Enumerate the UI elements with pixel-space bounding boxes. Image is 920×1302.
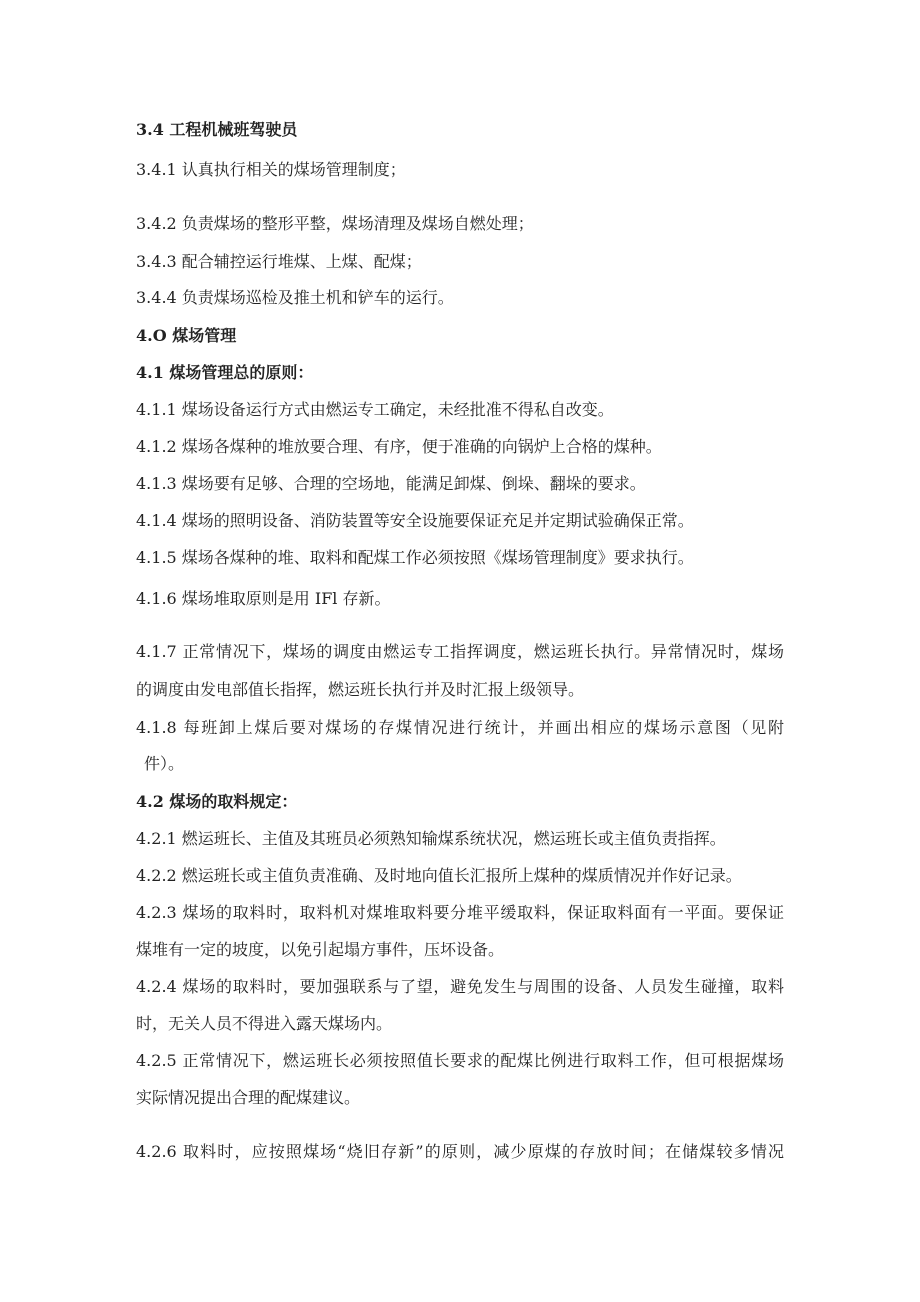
heading-4-2: 4.2 煤场的取料规定： xyxy=(136,792,298,811)
paragraph-4-2-5-line-2: 实际情况提出合理的配煤建议。 xyxy=(136,1088,361,1107)
paragraph-3-4-2: 3.4.2 负责煤场的整形平整，煤场清理及煤场自燃处理； xyxy=(136,214,534,233)
paragraph-4-1-4: 4.1.4 煤场的照明设备、消防装置等安全设施要保证充足并定期试验确保正常。 xyxy=(136,511,694,530)
paragraph-4-2-5-line-1: 4.2.5 正常情况下，燃运班长必须按照值长要求的配煤比例进行取料工作，但可根据煤场 xyxy=(136,1051,784,1070)
paragraph-4-1-3: 4.1.3 煤场要有足够、合理的空场地，能满足卸煤、倒垛、翻垛的要求。 xyxy=(136,474,646,493)
paragraph-4-2-4-line-2: 时，无关人员不得进入露天煤场内。 xyxy=(136,1014,393,1033)
heading-3-4: 3.4 工程机械班驾驶员 xyxy=(136,120,298,139)
paragraph-4-2-2: 4.2.2 燃运班长或主值负责准确、及时地向值长汇报所上煤种的煤质情况并作好记录。 xyxy=(136,866,742,885)
paragraph-4-1-7-line-2: 的调度由发电部值长指挥，燃运班长执行并及时汇报上级领导。 xyxy=(136,680,585,699)
paragraph-4-1-8-line-1: 4.1.8 每班卸上煤后要对煤场的存煤情况进行统计，并画出相应的煤场示意图（见附 xyxy=(136,718,784,737)
heading-4-1: 4.1 煤场管理总的原则： xyxy=(136,363,314,382)
paragraph-4-2-4-line-1: 4.2.4 煤场的取料时，要加强联系与了望，避免发生与周围的设备、人员发生碰撞，取料 xyxy=(136,977,784,996)
paragraph-4-1-6: 4.1.6 煤场堆取原则是用 IFl 存新。 xyxy=(136,589,391,608)
paragraph-3-4-4: 3.4.4 负责煤场巡检及推土机和铲车的运行。 xyxy=(136,288,454,307)
paragraph-4-1-1: 4.1.1 煤场设备运行方式由燃运专工确定，未经批准不得私自改变。 xyxy=(136,400,614,419)
paragraph-3-4-1: 3.4.1 认真执行相关的煤场管理制度； xyxy=(136,160,406,179)
paragraph-4-1-5: 4.1.5 煤场各煤种的堆、取料和配煤工作必须按照《煤场管理制度》要求执行。 xyxy=(136,548,694,567)
paragraph-4-2-3-line-1: 4.2.3 煤场的取料时，取料机对煤堆取料要分堆平缓取料，保证取料面有一平面。要保证 xyxy=(136,903,784,922)
paragraph-3-4-3: 3.4.3 配合辅控运行堆煤、上煤、配煤； xyxy=(136,252,422,271)
paragraph-4-1-8-line-2: 件）。 xyxy=(144,754,185,773)
paragraph-4-2-3-line-2: 煤堆有一定的坡度，以免引起塌方事件，压坏设备。 xyxy=(136,940,505,959)
heading-4-0: 4.O 煤场管理 xyxy=(136,326,237,345)
paragraph-4-2-1: 4.2.1 燃运班长、主值及其班员必须熟知输煤系统状况，燃运班长或主值负责指挥。 xyxy=(136,829,726,848)
paragraph-4-2-6-line-1: 4.2.6 取料时，应按照煤场“烧旧存新”的原则，减少原煤的存放时间；在储煤较多情况 xyxy=(136,1142,784,1161)
paragraph-4-1-2: 4.1.2 煤场各煤种的堆放要合理、有序，便于准确的向锅炉上合格的煤种。 xyxy=(136,437,662,456)
paragraph-4-1-7-line-1: 4.1.7 正常情况下，煤场的调度由燃运专工指挥调度，燃运班长执行。异常情况时，煤场 xyxy=(136,642,784,661)
